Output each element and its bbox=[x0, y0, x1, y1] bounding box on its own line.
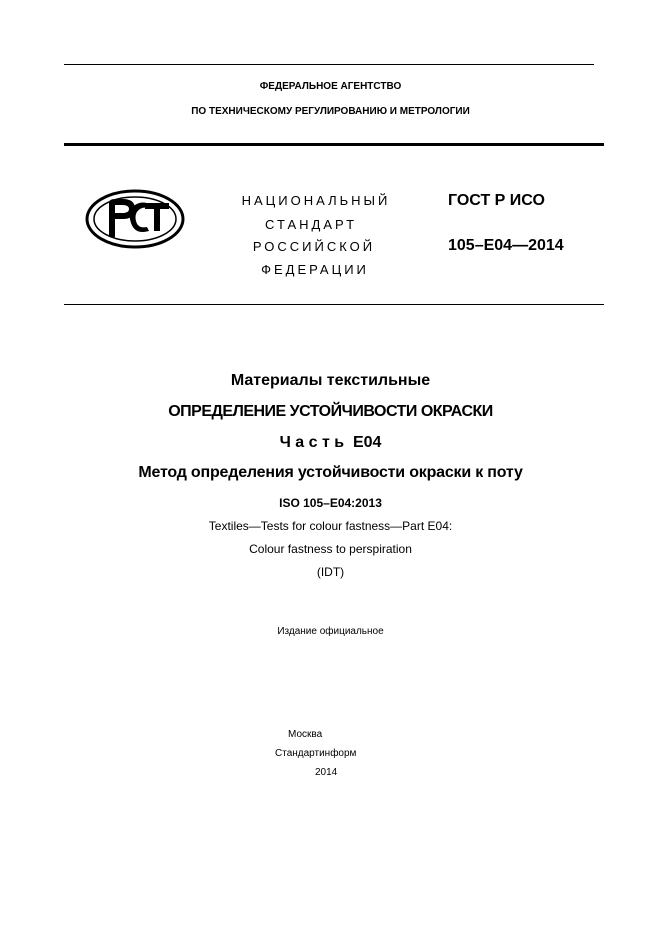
title-line-1: Материалы текстильные bbox=[230, 372, 431, 389]
national-line-2: СТАНДАРТ bbox=[264, 217, 358, 232]
rst-logo bbox=[85, 189, 185, 249]
idt-mark: (IDT) bbox=[316, 565, 345, 579]
gost-designation-line-1: ГОСТ Р ИСО bbox=[448, 192, 545, 209]
gost-designation-line-2: 105–E04—2014 bbox=[448, 237, 564, 254]
english-title-line-2: Colour fastness to perspiration bbox=[249, 542, 412, 556]
title-part: Ч а с т ь E04 bbox=[279, 434, 382, 451]
footer-year: 2014 bbox=[315, 767, 338, 778]
header-bottom-rule bbox=[64, 304, 604, 305]
national-line-1: НАЦИОНАЛЬНЫЙ bbox=[241, 193, 391, 208]
agency-line-2: ПО ТЕХНИЧЕСКОМУ РЕГУЛИРОВАНИЮ И МЕТРОЛОГИИ bbox=[191, 106, 470, 117]
english-title-line-1: Textiles—Tests for colour fastness—Part E04: bbox=[208, 519, 453, 533]
header-thick-rule bbox=[64, 143, 604, 146]
footer-city: Москва bbox=[288, 729, 323, 740]
title-line-4: Метод определения устойчивости окраски к поту bbox=[138, 464, 523, 481]
edition-note: Издание официальное bbox=[277, 626, 384, 637]
agency-line-1: ФЕДЕРАЛЬНОЕ АГЕНТСТВО bbox=[259, 81, 402, 92]
title-line-2: ОПРЕДЕЛЕНИЕ УСТОЙЧИВОСТИ ОКРАСКИ bbox=[168, 403, 493, 420]
national-line-3: РОССИЙСКОЙ bbox=[252, 239, 376, 254]
top-rule bbox=[64, 64, 594, 65]
national-line-4: ФЕДЕРАЦИИ bbox=[261, 262, 369, 277]
iso-reference: ISO 105–E04:2013 bbox=[279, 496, 382, 510]
footer-publisher: Стандартинформ bbox=[275, 748, 357, 759]
